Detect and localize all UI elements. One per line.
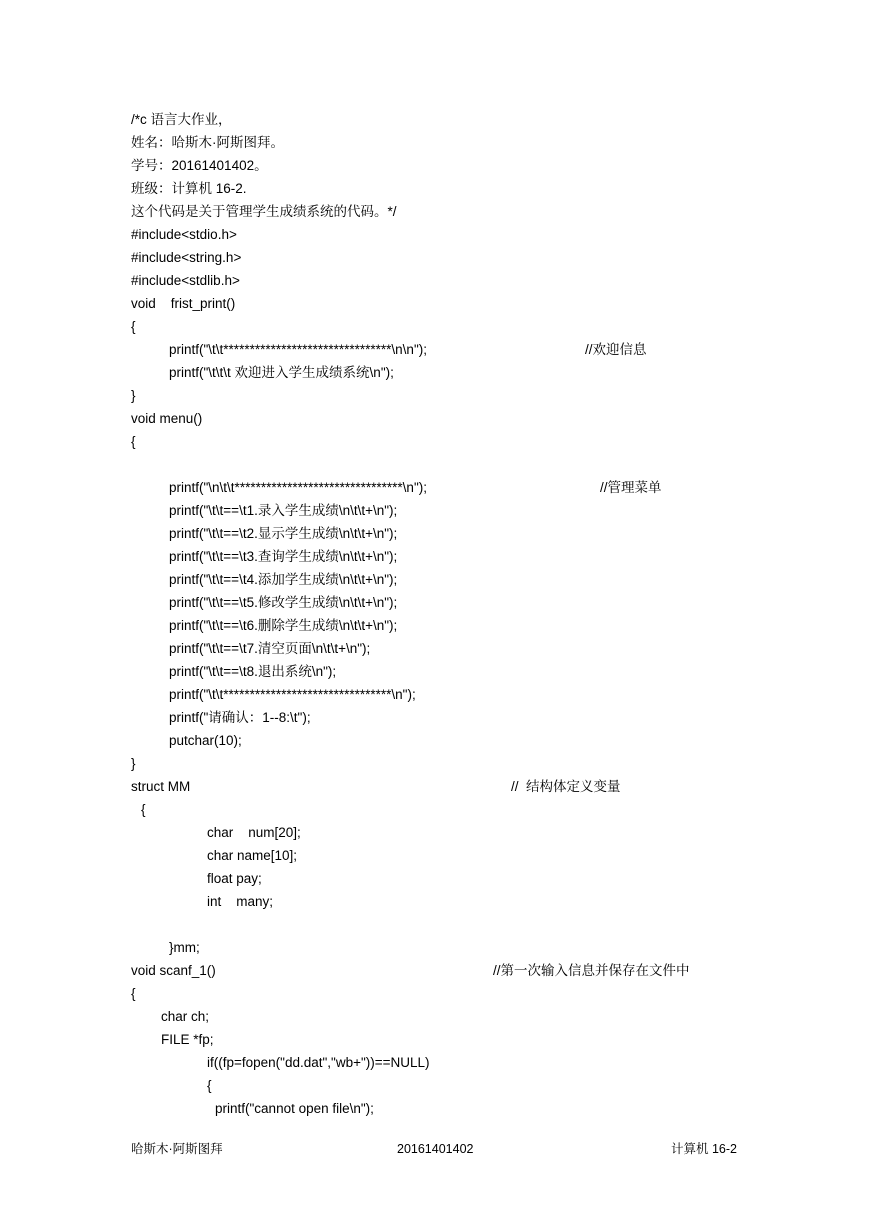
code-block bbox=[131, 108, 831, 1120]
code-line: struct MM bbox=[131, 779, 191, 794]
code-line: printf("\t\t==\t4.添加学生成绩\n\t\t+\n"); bbox=[169, 572, 398, 587]
code-line: { bbox=[131, 319, 136, 334]
code-line: printf("\t\t********************************\n\n"); bbox=[169, 342, 427, 357]
code-line: printf("\t\t********************************\n"); bbox=[169, 687, 416, 702]
code-line: int many; bbox=[207, 894, 274, 909]
code-line: 姓名：哈斯木·阿斯图拜。 bbox=[131, 135, 284, 150]
code-line: void frist_print() bbox=[131, 296, 236, 311]
code-line: printf("\t\t\t 欢迎进入学生成绩系统\n"); bbox=[169, 365, 394, 380]
code-line: 班级：计算机 16-2. bbox=[131, 181, 247, 196]
code-line: printf("请确认：1--8:\t"); bbox=[169, 710, 311, 725]
code-line: } bbox=[131, 388, 136, 403]
code-line: putchar(10); bbox=[169, 733, 242, 748]
code-line: char num[20]; bbox=[207, 825, 301, 840]
code-line: printf("cannot open file\n"); bbox=[215, 1101, 374, 1116]
code-line: #include<stdio.h> bbox=[131, 227, 237, 242]
code-line: { bbox=[141, 802, 146, 817]
code-line: char ch; bbox=[161, 1009, 210, 1024]
code-comment: //管理菜单 bbox=[600, 480, 662, 495]
code-line: printf("\t\t==\t1.录入学生成绩\n\t\t+\n"); bbox=[169, 503, 398, 518]
code-line: }mm; bbox=[169, 940, 200, 955]
code-line: #include<string.h> bbox=[131, 250, 242, 265]
code-line bbox=[131, 453, 831, 476]
code-line: char name[10]; bbox=[207, 848, 298, 863]
code-line: { bbox=[131, 434, 136, 449]
code-line: printf("\n\t\t********************************\n"); bbox=[169, 480, 427, 495]
code-line: float pay; bbox=[207, 871, 262, 886]
code-comment: // 结构体定义变量 bbox=[511, 779, 621, 794]
code-comment: //欢迎信息 bbox=[585, 342, 647, 357]
code-line: /*c 语言大作业， bbox=[131, 112, 232, 127]
code-line: void menu() bbox=[131, 411, 203, 426]
code-line: printf("\t\t==\t2.显示学生成绩\n\t\t+\n"); bbox=[169, 526, 398, 541]
code-line: printf("\t\t==\t8.退出系统\n"); bbox=[169, 664, 337, 679]
code-line: if((fp=fopen("dd.dat","wb+"))==NULL) bbox=[207, 1055, 430, 1070]
code-line bbox=[131, 913, 831, 936]
code-line: 这个代码是关于管理学生成绩系统的代码。*/ bbox=[131, 204, 397, 219]
footer-class: 计算机 16-2 bbox=[671, 1142, 737, 1156]
code-line: FILE *fp; bbox=[161, 1032, 214, 1047]
code-line: 学号：20161401402。 bbox=[131, 158, 268, 173]
code-comment: //第一次输入信息并保存在文件中 bbox=[493, 963, 690, 978]
footer-author: 哈斯木·阿斯图拜 bbox=[131, 1142, 223, 1156]
code-line: { bbox=[207, 1078, 212, 1093]
code-line: #include<stdlib.h> bbox=[131, 273, 240, 288]
code-line: { bbox=[131, 986, 136, 1001]
page-footer bbox=[0, 1139, 869, 1159]
footer-student-id: 20161401402 bbox=[397, 1142, 474, 1156]
code-line: } bbox=[131, 756, 136, 771]
code-line: printf("\t\t==\t5.修改学生成绩\n\t\t+\n"); bbox=[169, 595, 398, 610]
code-line: printf("\t\t==\t6.删除学生成绩\n\t\t+\n"); bbox=[169, 618, 398, 633]
code-line: void scanf_1() bbox=[131, 963, 216, 978]
code-line: printf("\t\t==\t3.查询学生成绩\n\t\t+\n"); bbox=[169, 549, 398, 564]
code-line: printf("\t\t==\t7.清空页面\n\t\t+\n"); bbox=[169, 641, 371, 656]
